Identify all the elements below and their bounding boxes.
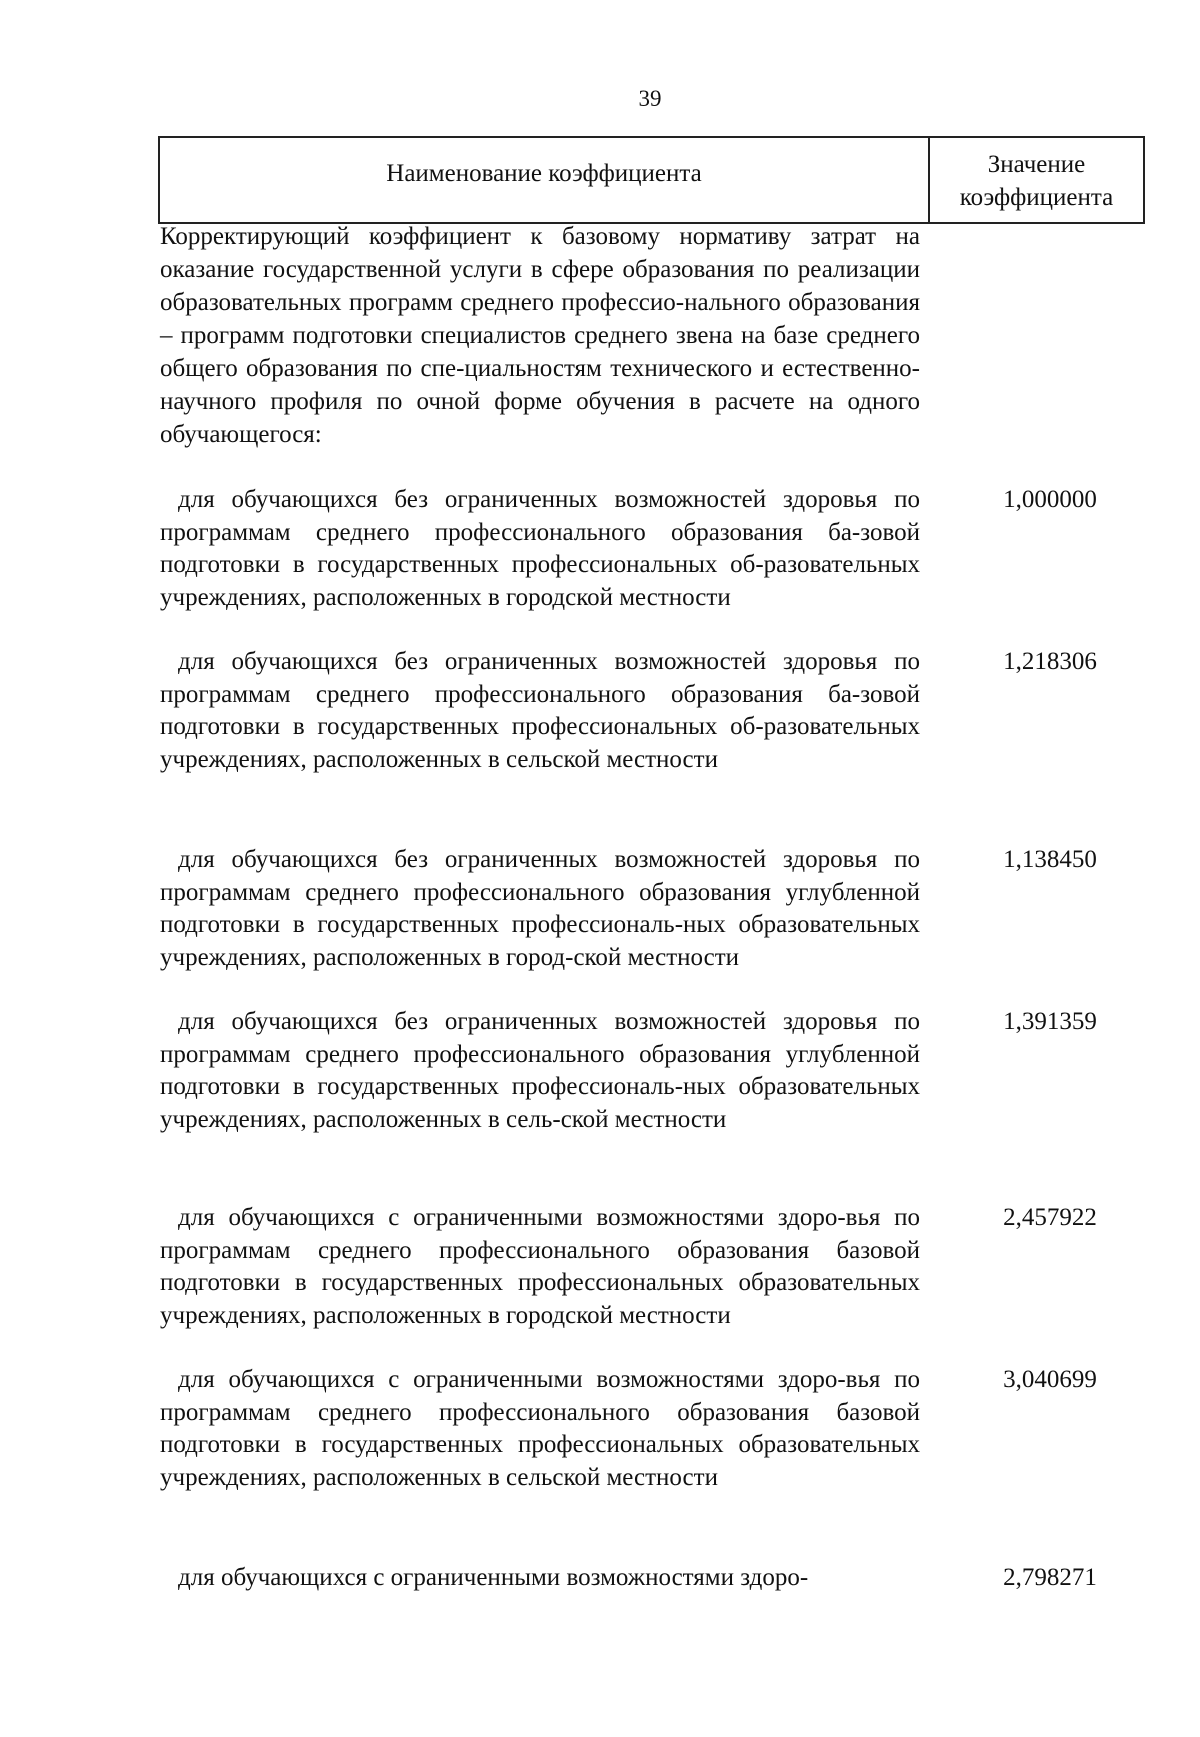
page-number: 39 <box>638 86 662 111</box>
table-row <box>160 1364 1140 1539</box>
row-value: 1,218306 <box>1003 648 1097 675</box>
row-description: для обучающихся без ограниченных возможностей здоровья по программам среднего профессионального образования ба-зовой подготовки в государственных профессиональных об-разовательных учреждениях, расположенных в сельской местности <box>160 648 920 773</box>
row-value: 2,457922 <box>1003 1204 1097 1231</box>
row-value: 1,138450 <box>1003 846 1097 873</box>
table-row <box>160 1562 1140 1737</box>
row-description: для обучающихся с ограниченными возможностями здоро- <box>178 1564 809 1591</box>
header-value-line1: Значение <box>987 151 1086 178</box>
header-value-column <box>930 148 1143 214</box>
table-row <box>160 844 1140 1019</box>
row-description: для обучающихся с ограниченными возможностями здоро-вья по программам среднего профессионального образования базовой подготовки в государственных профессиональных образовательных учреждениях, расположенных в сельской местности <box>160 1366 920 1491</box>
table-row <box>160 484 1140 659</box>
row-value: 1,000000 <box>1003 486 1097 513</box>
table-header <box>158 136 1145 224</box>
row-value: 2,798271 <box>1003 1564 1097 1591</box>
intro-paragraph: Корректирующий коэффициент к базовому нормативу затрат на оказание государственной услуги в сфере образования по реализации образовательных программ среднего профессио-нального образования – программ подготовки специалистов среднего звена на базе среднего общего образования по спе-циальностям технического и естественно-научного профиля по очной форме обучения в расчете на одного обучающегося: <box>160 223 920 448</box>
table-row <box>160 646 1140 821</box>
row-value: 3,040699 <box>1003 1366 1097 1393</box>
row-description: для обучающихся без ограниченных возможностей здоровья по программам среднего профессионального образования углубленной подготовки в государственных профессиональ-ных образовательных учреждениях, расположенных в сель-ской местности <box>160 1008 920 1133</box>
table-row <box>160 1202 1140 1377</box>
table-row <box>160 1006 1140 1181</box>
row-description: для обучающихся с ограниченными возможностями здоро-вья по программам среднего профессионального образования базовой подготовки в государственных профессиональных образовательных учреждениях, расположенных в городской местности <box>160 1204 920 1329</box>
header-value-line2: коэффициента <box>959 184 1114 211</box>
row-value: 1,391359 <box>1003 1008 1097 1035</box>
header-name-column: Наименование коэффициента <box>386 160 702 187</box>
row-description: для обучающихся без ограниченных возможностей здоровья по программам среднего профессионального образования ба-зовой подготовки в государственных профессиональных об-разовательных учреждениях, расположенных в городской местности <box>160 486 920 611</box>
row-description: для обучающихся без ограниченных возможностей здоровья по программам среднего профессионального образования углубленной подготовки в государственных профессиональ-ных образовательных учреждениях, расположенных в город-ской местности <box>160 846 920 971</box>
